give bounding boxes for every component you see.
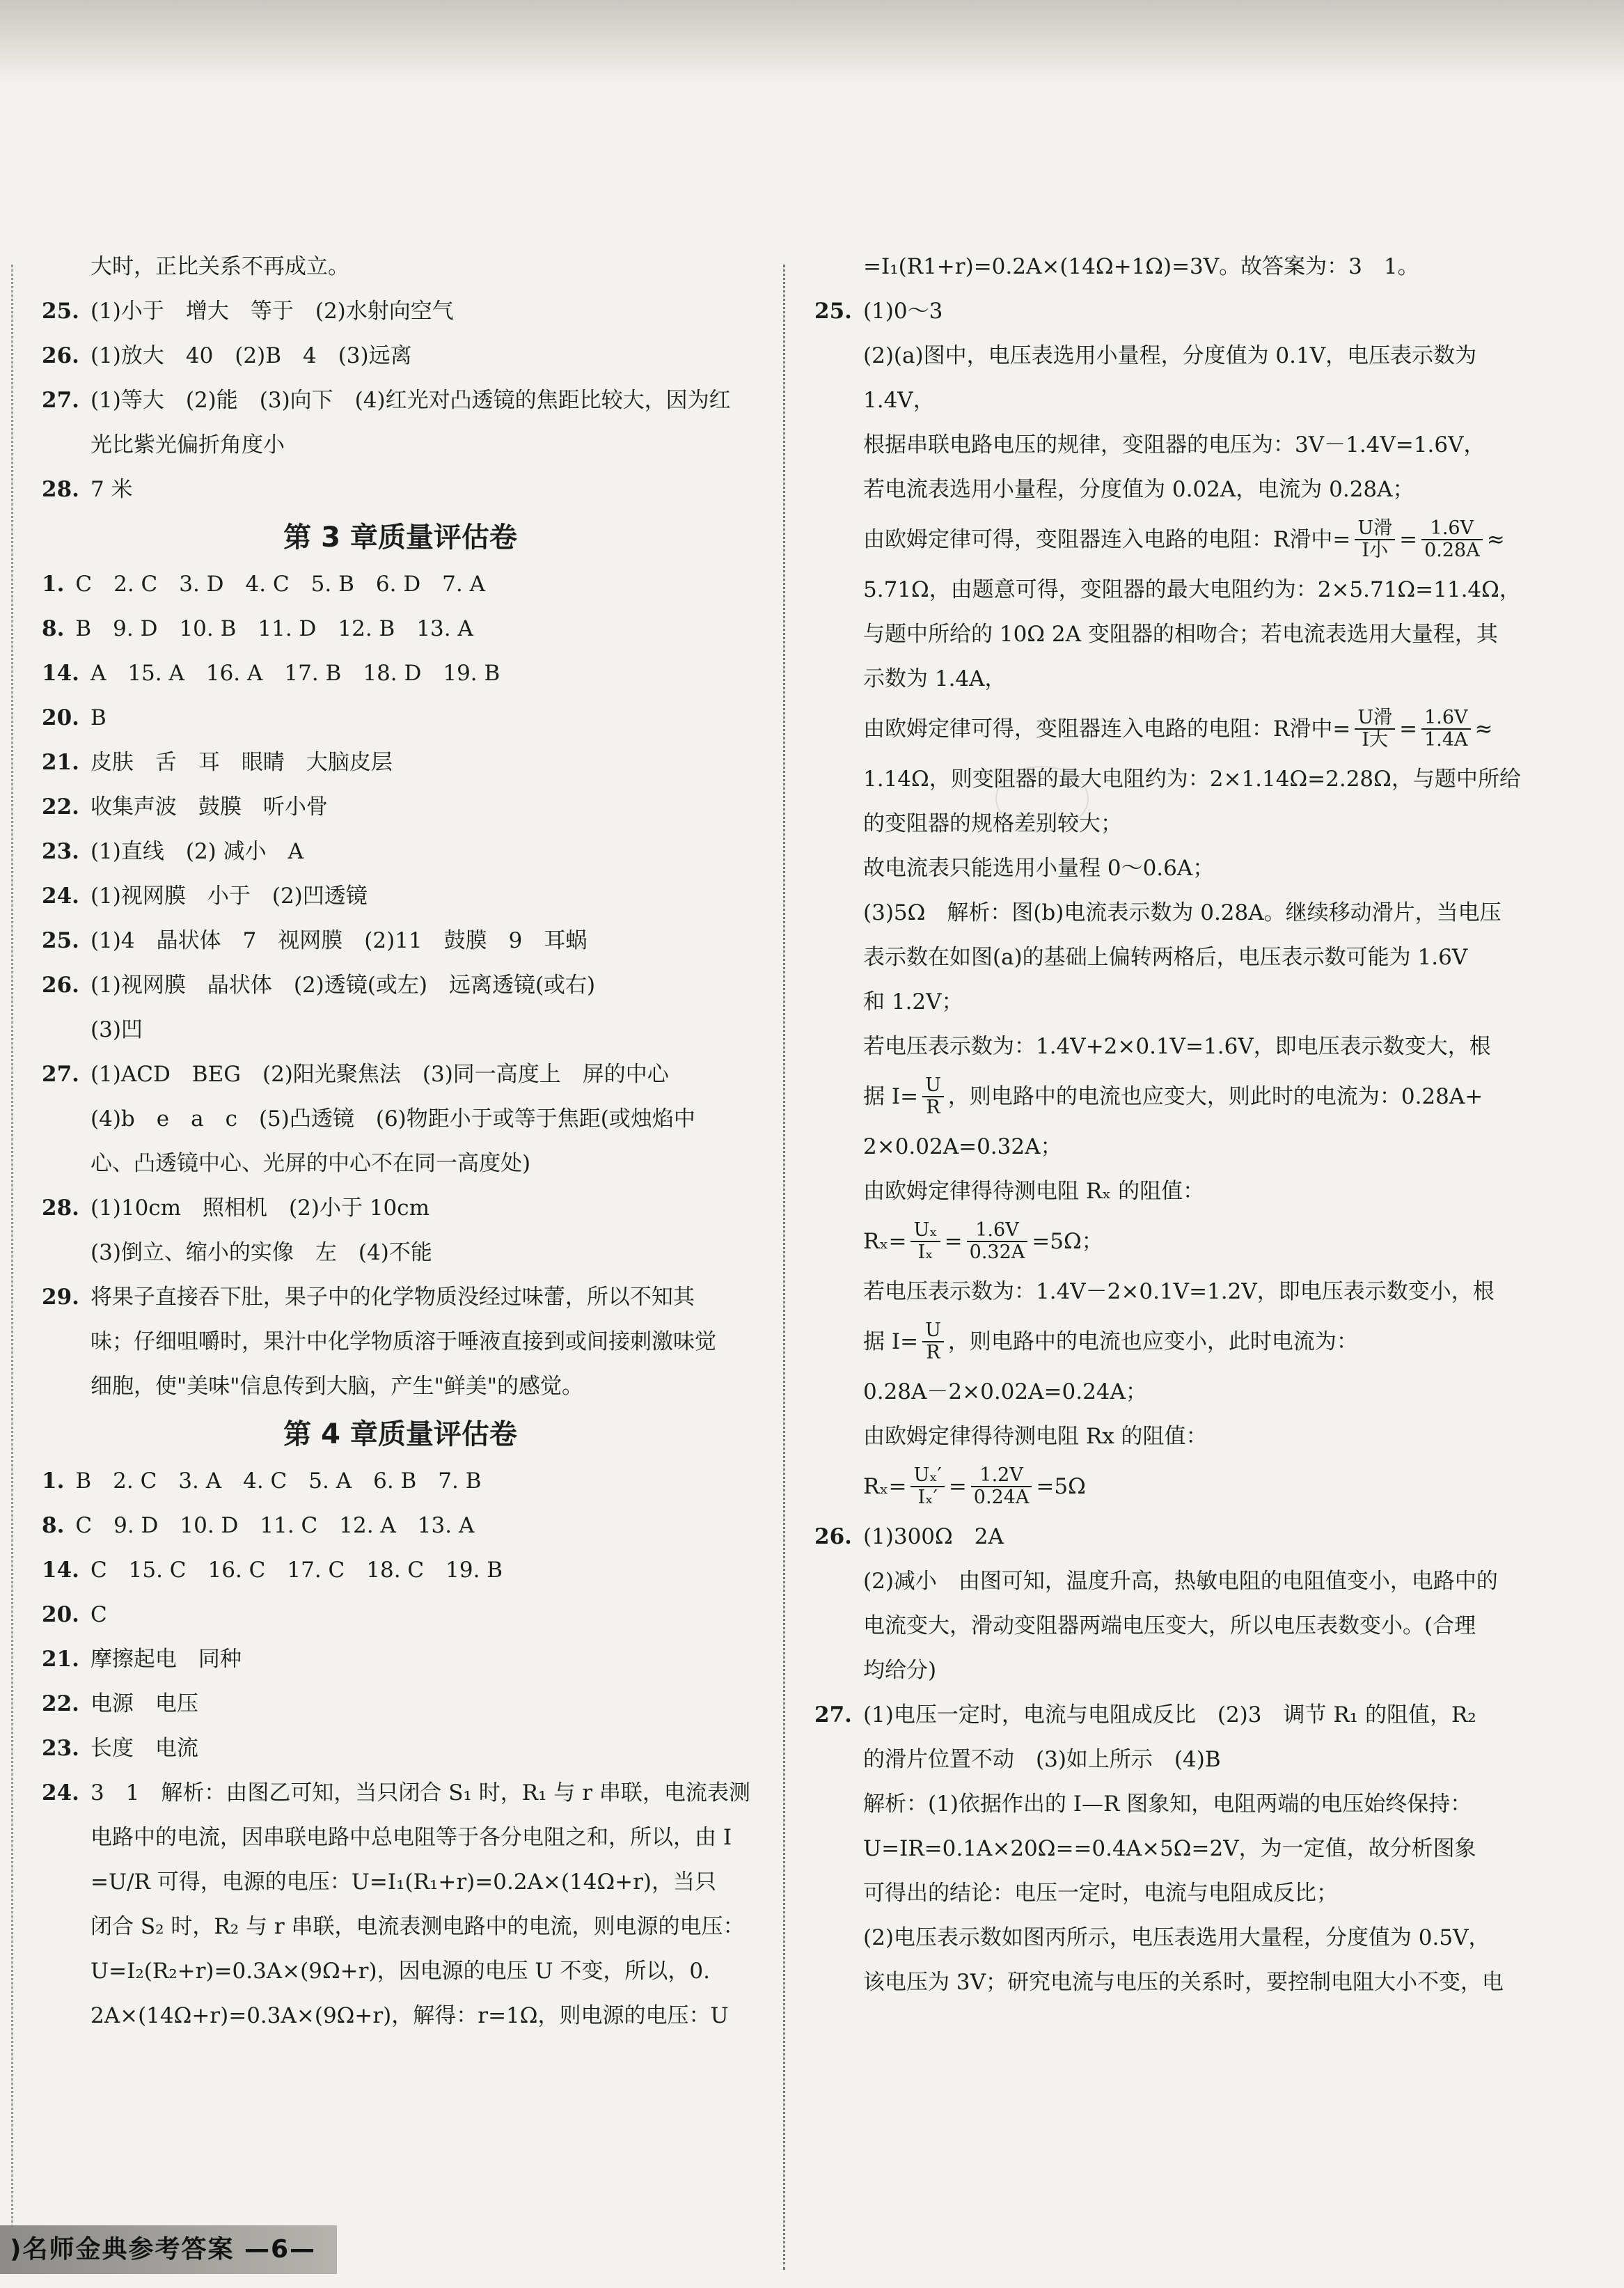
answer-line: 和 1.2V； [863, 989, 963, 1014]
numerator: Uₓ′ [910, 1465, 944, 1487]
question-number: 22. [42, 1691, 79, 1716]
question-number: 1. [42, 572, 65, 597]
answer-line [42, 251, 759, 283]
question-number: 26. [42, 343, 79, 368]
answer-line [42, 1237, 759, 1269]
answer-line [42, 1866, 759, 1898]
answer-text: 将果子直接吞下肚，果子中的化学物质没经过味蕾，所以不知其 [90, 1285, 695, 1310]
answer-text: C [90, 1602, 107, 1627]
binding-edge-line [11, 265, 13, 2270]
answer-line [42, 1147, 759, 1180]
question-number: 21. [42, 1647, 79, 1672]
answer-line [42, 702, 759, 734]
numerator: 1.6V [1421, 518, 1483, 540]
answer-line: 若电压表示数为：1.4V－2×0.1V=1.2V，即电压表示数变小，根 [863, 1279, 1495, 1304]
denominator: R [926, 1342, 940, 1363]
answer-text: (4)b e a c (5)凸透镜 (6)物距小于或等于焦距(或烛焰中 [90, 1106, 695, 1131]
answer-line: 示数为 1.4A， [863, 666, 1007, 691]
formula-operator: = [944, 1229, 963, 1254]
answer-text: A 15. A 16. A 17. B 18. D 19. B [90, 661, 500, 686]
formula-line [814, 1320, 1587, 1363]
answer-line: (1)300Ω 2A [862, 1524, 1004, 1549]
answer-text: 大时，正比关系不再成立。 [90, 254, 349, 279]
answer-line [42, 1103, 759, 1135]
answer-text: 电源 电压 [90, 1691, 198, 1716]
denominator: 0.28A [1424, 540, 1480, 561]
section-title: 第 3 章质量评估卷 [283, 522, 517, 554]
question-number: 25. [42, 928, 79, 953]
denominator: I小 [1362, 540, 1389, 561]
left-column [42, 251, 759, 2044]
answer-line: 由欧姆定律得待测电阻 Rx 的阻值： [863, 1424, 1208, 1449]
answer-text: 7 米 [90, 477, 133, 502]
answer-line [42, 1510, 759, 1542]
answer-line [42, 1911, 759, 1943]
answer-line: 均给分) [863, 1658, 937, 1683]
answer-text: (1)4 晶状体 7 视网膜 (2)11 鼓膜 9 耳蜗 [90, 928, 588, 953]
question-number: 27. [42, 1062, 79, 1087]
fraction [910, 1465, 944, 1508]
question-number: 21. [42, 750, 79, 775]
answer-line: 2×0.02A=0.32A； [863, 1134, 1062, 1159]
answer-line: =I₁(R1+r)=0.2A×(14Ω+1Ω)=3V。故答案为：3 1。 [863, 254, 1419, 279]
question-number: 20. [42, 1602, 79, 1627]
numerator: Uₓ [910, 1220, 940, 1242]
question-number: 22. [42, 794, 79, 820]
answer-text: (1)小于 增大 等于 (2)水射向空气 [90, 299, 454, 324]
answer-line [42, 969, 759, 1001]
answer-line: 表示数在如图(a)的基础上偏转两格后，电压表示数可能为 1.6V [863, 945, 1468, 970]
denominator: Iₓ [917, 1241, 933, 1263]
answer-text: 长度 电流 [90, 1736, 198, 1761]
denominator: I大 [1362, 729, 1389, 751]
question-number: 26. [42, 973, 79, 998]
answer-line [42, 925, 759, 957]
answer-line: 若电流表选用小量程，分度值为 0.02A，电流为 0.28A； [863, 477, 1414, 502]
formula-suffix: ≈ [1486, 527, 1505, 552]
answer-text: 摩擦起电 同种 [90, 1647, 242, 1672]
answer-line [42, 1281, 759, 1313]
page-footer: )名师金典参考答案 —6— [0, 2225, 337, 2274]
answer-line [42, 340, 759, 372]
answer-line [42, 1014, 759, 1046]
answer-line [42, 1326, 759, 1358]
answer-line: 5.71Ω，由题意可得，变阻器的最大电阻约为：2×5.71Ω=11.4Ω， [863, 577, 1521, 602]
formula-operator: = [948, 1474, 967, 1499]
answer-text: (1)10cm 照相机 (2)小于 10cm [90, 1196, 430, 1221]
scan-top-band [0, 0, 1624, 84]
numerator: 1.2V [971, 1465, 1032, 1487]
fraction [922, 1075, 944, 1118]
answer-line [42, 1192, 759, 1224]
denominator: Iₓ′ [917, 1487, 938, 1508]
numerator: U滑 [1355, 707, 1395, 730]
question-number: 8. [42, 616, 65, 641]
formula-suffix: ，则电路中的电流也应变大，则此时的电流为：0.28A+ [947, 1084, 1483, 1109]
answer-line: 1.4V， [863, 388, 935, 413]
denominator: 0.32A [969, 1241, 1025, 1263]
answer-line: 的滑片位置不动 (3)如上所示 (4)B [863, 1747, 1221, 1772]
answer-text: 3 1 解析：由图乙可知，当只闭合 S₁ 时，R₁ 与 r 串联，电流表测 [90, 1780, 750, 1805]
section-title: 第 4 章质量评估卷 [283, 1418, 517, 1450]
column-divider [783, 265, 785, 2270]
question-number: 23. [42, 1736, 79, 1761]
answer-text: B 9. D 10. B 11. D 12. B 13. A [75, 616, 473, 641]
formula-suffix: =5Ω [1036, 1474, 1086, 1499]
question-number: 25. [42, 299, 79, 324]
fraction [1355, 707, 1395, 751]
formula-line [814, 1465, 1587, 1508]
answer-line: U=IR=0.1A×20Ω==0.4A×5Ω=2V，为一定值，故分析图象 [863, 1836, 1476, 1861]
answer-line [42, 1955, 759, 1987]
formula-suffix: ≈ [1474, 716, 1493, 742]
answer-line: (2)电压表示数如图丙所示，电压表选用大量程，分度值为 0.5V， [863, 1925, 1490, 1950]
answer-text: 光比紫光偏折角度小 [90, 432, 285, 457]
denominator: 1.4A [1424, 729, 1468, 751]
answer-line [42, 613, 759, 645]
formula-prefix: Rₓ= [863, 1474, 907, 1499]
answer-line [42, 1688, 759, 1720]
question-number: 29. [42, 1285, 79, 1310]
answer-line: (1)0～3 [862, 299, 943, 324]
fraction [1421, 518, 1483, 561]
answer-line [42, 1643, 759, 1675]
answer-text: B 2. C 3. A 4. C 5. A 6. B 7. B [75, 1468, 482, 1494]
formula-prefix: 由欧姆定律可得，变阻器连入电路的电阻：R滑中= [863, 716, 1351, 742]
answer-text: C 2. C 3. D 4. C 5. B 6. D 7. A [75, 572, 485, 597]
answer-line: (2)减小 由图可知，温度升高，热敏电阻的电阻值变小，电路中的 [863, 1569, 1498, 1594]
question-number: 14. [42, 661, 79, 686]
answer-line [42, 473, 759, 506]
answer-text: U=I₂(R₂+r)=0.3A×(9Ω+r)，因电源的电压 U 不变，所以，0. [90, 1959, 710, 1984]
answer-line: 解析：(1)依据作出的 I—R 图象知，电阻两端的电压始终保持： [863, 1792, 1472, 1817]
denominator: R [926, 1097, 940, 1118]
answer-line [42, 1777, 759, 1809]
answer-line: 的变阻器的规格差别较大； [863, 811, 1122, 836]
answer-text: (1)放大 40 (2)B 4 (3)远离 [90, 343, 412, 368]
question-number: 1. [42, 1468, 65, 1494]
formula-operator: = [1399, 716, 1418, 742]
answer-line: 电流变大，滑动变阻器两端电压变大，所以电压表数变小。(合理 [863, 1613, 1476, 1638]
formula-suffix: =5Ω； [1032, 1229, 1103, 1254]
fraction [1421, 707, 1470, 751]
numerator: U [922, 1320, 944, 1342]
answer-line [42, 836, 759, 868]
answer-line: 与题中所给的 10Ω 2A 变阻器的相吻合；若电流表选用大量程，其 [863, 622, 1498, 647]
answer-text: (3)倒立、缩小的实像 左 (4)不能 [90, 1240, 432, 1265]
answer-text: 细胞，使"美味"信息传到大脑，产生"鲜美"的感觉。 [90, 1374, 584, 1399]
question-number: 24. [42, 884, 79, 909]
answer-line: (3)5Ω 解析：图(b)电流表示数为 0.28A。继续移动滑片，当电压 [863, 900, 1501, 925]
answer-text: C 9. D 10. D 11. C 12. A 13. A [75, 1513, 475, 1538]
question-number: 26. [814, 1524, 852, 1549]
answer-line [42, 1732, 759, 1764]
answer-line: 可得出的结论：电压一定时，电流与电阻成反比； [863, 1881, 1338, 1906]
question-number: 27. [42, 388, 79, 413]
question-number: 27. [814, 1702, 852, 1727]
answer-text: 电路中的电流，因串联电路中总电阻等于各分电阻之和，所以，由 I [90, 1825, 732, 1850]
formula-line [814, 707, 1587, 751]
numerator: U [922, 1075, 944, 1097]
answer-text: (1)直线 (2) 减小 A [90, 839, 304, 864]
answer-line [42, 1599, 759, 1631]
answer-text: B [90, 705, 107, 730]
answer-text: (1)视网膜 小于 (2)凹透镜 [90, 884, 368, 909]
right-column [814, 251, 1587, 2011]
answer-line: 根据串联电路电压的规律，变阻器的电压为：3V－1.4V=1.6V， [863, 432, 1485, 457]
answer-line [42, 1465, 759, 1497]
question-number: 24. [42, 1780, 79, 1805]
answer-line [42, 384, 759, 416]
answer-text: C 15. C 16. C 17. C 18. C 19. B [90, 1558, 503, 1583]
answer-text: 闭合 S₂ 时，R₂ 与 r 串联，电流表测电路中的电流，则电源的电压： [90, 1914, 745, 1939]
answer-text: 心、凸透镜中心、光屏的中心不在同一高度处) [90, 1151, 531, 1176]
answer-line [42, 568, 759, 600]
numerator: 1.6V [967, 1220, 1028, 1242]
question-number: 25. [814, 299, 852, 324]
question-number: 14. [42, 1558, 79, 1583]
formula-prefix: 由欧姆定律可得，变阻器连入电路的电阻：R滑中= [863, 527, 1351, 552]
formula-line [814, 1220, 1587, 1263]
numerator: U滑 [1355, 518, 1395, 540]
answer-line: 若电压表示数为：1.4V+2×0.1V=1.6V，即电压表示数变大，根 [863, 1034, 1491, 1059]
answer-line [42, 791, 759, 823]
answer-line: 0.28A－2×0.02A=0.24A； [863, 1379, 1147, 1404]
answer-line [42, 295, 759, 327]
answer-text: =U/R 可得，电源的电压：U=I₁(R₁+r)=0.2A×(14Ω+r)，当只 [90, 1870, 717, 1895]
formula-line [814, 518, 1587, 561]
answer-line: (2)(a)图中，电压表选用小量程，分度值为 0.1V，电压表示数为 [863, 343, 1477, 368]
formula-line [814, 1075, 1587, 1118]
answer-text: (1)视网膜 晶状体 (2)透镜(或左) 远离透镜(或右) [90, 973, 596, 998]
answer-text: 皮肤 舌 耳 眼睛 大脑皮层 [90, 750, 393, 775]
answer-text: (1)等大 (2)能 (3)向下 (4)红光对凸透镜的焦距比较大，因为红 [90, 388, 731, 413]
fraction [967, 1220, 1028, 1263]
answer-line [42, 1370, 759, 1402]
answer-line [42, 1554, 759, 1586]
answer-text: (1)ACD BEG (2)阳光聚焦法 (3)同一高度上 屏的中心 [90, 1062, 669, 1087]
answer-text: 味；仔细咀嚼时，果汁中化学物质溶于唾液直接到或间接刺激味觉 [90, 1329, 716, 1354]
formula-operator: = [1399, 527, 1418, 552]
answer-line [42, 657, 759, 689]
answer-line [42, 1058, 759, 1090]
answer-line [42, 429, 759, 461]
formula-prefix: Rₓ= [863, 1229, 907, 1254]
formula-prefix: 据 I= [863, 1084, 919, 1109]
question-number: 20. [42, 705, 79, 730]
fraction [1355, 518, 1395, 561]
answer-text: 2A×(14Ω+r)=0.3A×(9Ω+r)，解得：r=1Ω，则电源的电压：U [90, 2003, 729, 2028]
answer-line [42, 1821, 759, 1854]
question-number: 23. [42, 839, 79, 864]
numerator: 1.6V [1421, 707, 1470, 730]
fraction [910, 1220, 940, 1263]
answer-line [42, 2000, 759, 2032]
question-number: 8. [42, 1513, 65, 1538]
fraction [922, 1320, 944, 1363]
question-number: 28. [42, 477, 79, 502]
fraction [971, 1465, 1032, 1508]
formula-suffix: ，则电路中的电流也应变小，此时电流为： [947, 1329, 1358, 1354]
answer-line: 故电流表只能选用小量程 0～0.6A； [863, 856, 1215, 881]
answer-line: 由欧姆定律得待测电阻 Rₓ 的阻值： [863, 1179, 1205, 1204]
answer-line: 1.14Ω，则变阻器的最大电阻约为：2×1.14Ω=2.28Ω，与题中所给 [863, 767, 1521, 792]
formula-prefix: 据 I= [863, 1329, 919, 1354]
question-number: 28. [42, 1196, 79, 1221]
answer-line [42, 746, 759, 778]
answer-line: (1)电压一定时，电流与电阻成反比 (2)3 调节 R₁ 的阻值，R₂ [862, 1702, 1476, 1727]
answer-line: 该电压为 3V；研究电流与电压的关系时，要控制电阻大小不变，电 [863, 1970, 1504, 1995]
answer-text: (3)凹 [90, 1017, 143, 1042]
answer-text: 收集声波 鼓膜 听小骨 [90, 794, 328, 820]
denominator: 0.24A [973, 1487, 1030, 1508]
answer-line [42, 880, 759, 912]
